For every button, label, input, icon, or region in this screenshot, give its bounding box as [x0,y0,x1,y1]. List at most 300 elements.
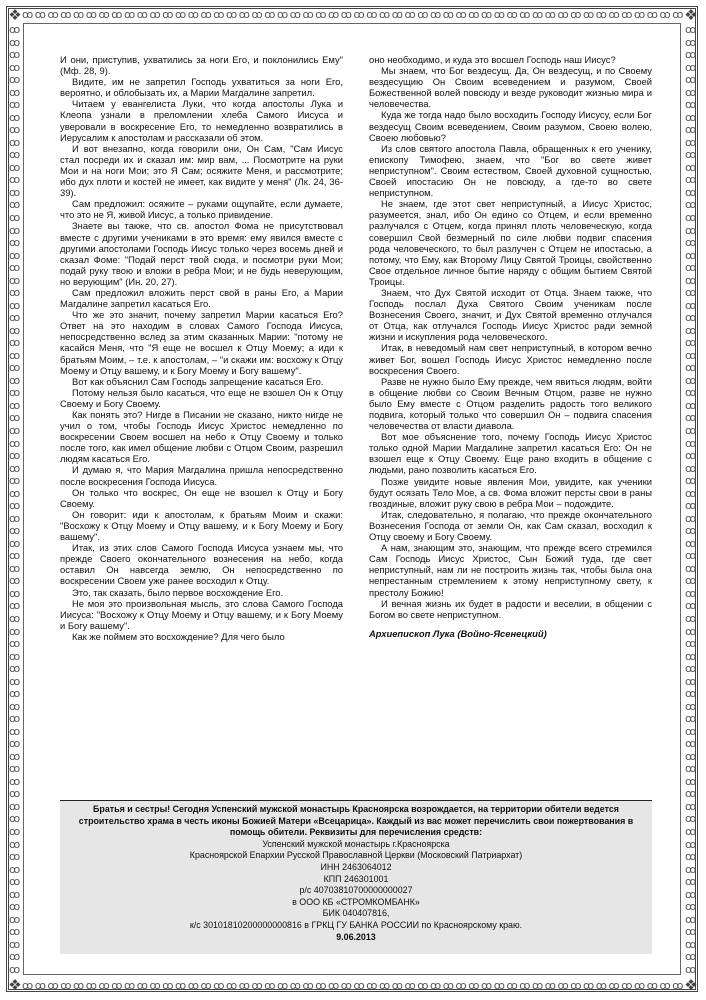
border-ornament-glyph: ꝏ [685,123,697,137]
border-ornament-glyph: ꝏ [685,699,697,713]
border-ornament-glyph: ꝏ [685,900,697,914]
border-ornament-glyph: ꝏ [532,980,544,992]
ornament-left [9,24,21,976]
border-ornament-glyph: ꝏ [685,323,697,337]
border-ornament-glyph: ꝏ [685,674,697,688]
border-ornament-glyph: ꝏ [73,9,85,21]
border-ornament-glyph: ꝏ [264,980,276,992]
border-ornament-glyph: ꝏ [646,9,658,21]
border-ornament-glyph: ꝏ [685,148,697,162]
border-ornament-glyph: ꝏ [455,980,467,992]
border-ornament-glyph: ꝏ [9,862,21,876]
border-ornament-glyph: ꝏ [685,311,697,325]
border-ornament-glyph: ꝏ [9,737,21,751]
border-ornament-glyph: ꝏ [685,837,697,851]
paragraph: И вечная жизнь их будет в радости и веселии, в общении с Богом во свете неприступном. [369,597,652,620]
border-ornament-glyph: ꝏ [672,9,684,21]
border-ornament-glyph: ꝏ [685,361,697,375]
border-ornament-glyph: ꝏ [557,980,569,992]
border-ornament-glyph: ꝏ [9,687,21,701]
border-ornament-glyph: ꝏ [685,561,697,575]
border-ornament-glyph: ꝏ [277,980,289,992]
border-ornament-glyph: ꝏ [685,599,697,613]
border-ornament-glyph: ꝏ [9,198,21,212]
border-ornament-glyph: ꝏ [9,699,21,713]
border-ornament-glyph: ꝏ [544,980,556,992]
border-ornament-glyph: ꝏ [685,662,697,676]
border-ornament-glyph: ꝏ [685,611,697,625]
border-ornament-glyph: ꝏ [672,980,684,992]
border-ornament-glyph: ꝏ [685,787,697,801]
border-ornament-glyph: ꝏ [481,9,493,21]
border-ornament-glyph: ꝏ [621,980,633,992]
border-ornament-glyph: ꝏ [9,398,21,412]
border-ornament-glyph: ꝏ [621,9,633,21]
border-ornament-glyph: ꝏ [34,980,46,992]
border-ornament-glyph: ꝏ [315,980,327,992]
border-ornament-glyph: ꝏ [659,9,671,21]
border-ornament-glyph: ꝏ [238,980,250,992]
border-ornament-glyph: ꝏ [685,774,697,788]
border-ornament-glyph: ꝏ [391,9,403,21]
border-ornament-glyph: ꝏ [685,812,697,826]
border-ornament-glyph: ꝏ [468,9,480,21]
border-ornament-glyph: ꝏ [9,536,21,550]
paragraph: Позже увидите новые явления Мои, увидите, как ученики будут осязать Тело Мое, а св. Фома вложит персты свои в раны гвоздиные, вложит руку свою в ребра Мои – подождите. [369,475,652,509]
border-ornament-glyph: ꝏ [468,980,480,992]
border-ornament-glyph: ꝏ [328,9,340,21]
border-ornament-glyph: ꝏ [136,980,148,992]
border-ornament-glyph: ꝏ [685,586,697,600]
border-ornament-glyph: ꝏ [289,980,301,992]
border-ornament-glyph: ꝏ [685,436,697,450]
border-ornament-glyph: ꝏ [277,9,289,21]
border-ornament-glyph: ꝏ [583,980,595,992]
border-ornament-glyph: ꝏ [685,398,697,412]
paragraph: Вот мое объяснение того, почему Господь Иисус Христос только одной Марии Магдалине запретил касаться Его: Он не взошел еще к Отцу Своему. Еще рано входить в общение с людьми, рано позволить касаться Его. [369,431,652,476]
requisites-line: к/с 30101810200000000816 в ГРКЦ ГУ БАНКА РОССИИ по Красноярскому краю. [189,919,523,930]
border-ornament-glyph: ꝏ [685,712,697,726]
ornament-right [685,24,697,976]
border-ornament-glyph: ꝏ [9,850,21,864]
paragraph: Мы знаем, что Бог вездесущ. Да, Он вездесущ, и по Своему вездесущию Он Своим всеведением и разумом, Своей Божественной волей повсюду и везде руководит жизнью мира и человечества. [369,65,652,110]
border-ornament-glyph: ꝏ [685,135,697,149]
border-ornament-glyph: ꝏ [685,48,697,62]
border-ornament-glyph: ꝏ [685,286,697,300]
border-ornament-glyph: ꝏ [9,424,21,437]
border-ornament-glyph: ꝏ [9,925,21,939]
border-ornament-glyph: ꝏ [685,962,697,976]
border-ornament-glyph: ꝏ [226,980,238,992]
border-ornament-glyph: ꝏ [226,9,238,21]
border-ornament-glyph: ꝏ [98,980,110,992]
border-ornament-glyph: ꝏ [9,60,21,74]
border-ornament-glyph: ꝏ [353,9,365,21]
border-ornament-glyph: ꝏ [73,980,85,992]
border-ornament-glyph: ꝏ [149,9,161,21]
border-ornament-glyph: ꝏ [200,9,212,21]
paragraph: Итак, в неведомый нам свет неприступный, в котором вечно живет Бог, вошел Господь Иисус Христос немедленно после воскресения Своего. [369,342,652,376]
border-ornament-glyph: ꝏ [9,160,21,174]
requisites-line: ИНН 2463064012 [320,861,392,872]
border-ornament-glyph: ꝏ [9,649,21,663]
border-ornament-glyph: ꝏ [685,60,697,74]
border-ornament-glyph: ꝏ [111,980,123,992]
border-ornament-glyph: ꝏ [340,9,352,21]
border-ornament-glyph: ꝏ [685,511,697,525]
border-ornament-glyph: ꝏ [685,862,697,876]
paragraph: Читаем у евангелиста Луки, что когда апостолы Лука и Клеопа узнали в преломлении хлеба Самого Иисуса и уверовали в воскресение Его, то немедленно возвратились в Иерусалим к апостолам и рассказали об этом. [60,98,343,143]
border-ornament-glyph: ꝏ [124,9,136,21]
border-ornament-glyph: ꝏ [328,980,340,992]
border-ornament-glyph: ꝏ [9,361,21,375]
paragraph: И думаю я, что Мария Магдалина пришла непосредственно после воскресения Господа Иисуса. [60,464,343,487]
border-ornament-glyph: ꝏ [9,749,21,763]
appeal-date: 9.06.2013 [336,931,376,942]
border-ornament-glyph: ꝏ [9,236,21,250]
border-ornament-glyph: ꝏ [9,486,21,500]
requisites-line: в ООО КБ «СТРОМКОМБАНК» [292,896,420,907]
border-ornament-glyph: ꝏ [442,9,454,21]
border-ornament-glyph: ꝏ [685,261,697,275]
paragraph: оно необходимо, и куда это восшел Господь наш Иисус? [369,54,616,65]
border-ornament-glyph: ꝏ [85,9,97,21]
border-ornament-glyph: ꝏ [124,980,136,992]
border-ornament-glyph: ꝏ [264,9,276,21]
border-ornament-glyph: ꝏ [60,980,72,992]
border-ornament-glyph: ꝏ [685,411,697,425]
paragraph: Потому нельзя было касаться, что еще не взошел Он к Отцу Своему и Богу Своему. [60,386,343,409]
border-ornament-glyph: ꝏ [9,900,21,914]
border-ornament-glyph: ꝏ [519,9,531,21]
border-ornament-glyph: ꝏ [455,9,467,21]
paragraph: Разве не нужно было Ему прежде, чем явиться людям, войти в общение любви со Своим Вечным Отцом, разве не нужно было Ему вместе с Отцом разделить радость того великого подвига, который только что совершил Он – подвига спасения человечества от власти диавола. [369,375,652,432]
border-ornament-glyph: ꝏ [9,937,21,951]
border-ornament-glyph: ꝏ [9,950,21,964]
border-ornament-glyph: ꝏ [608,9,620,21]
border-ornament-glyph: ꝏ [9,436,21,450]
border-ornament-glyph: ꝏ [9,110,21,124]
border-ornament-glyph: ꝏ [47,980,59,992]
border-ornament-glyph: ꝏ [187,980,199,992]
border-ornament-glyph: ꝏ [9,48,21,62]
border-ornament-glyph: ꝏ [685,85,697,99]
border-ornament-glyph: ꝏ [9,348,21,362]
corner-ornament-top-left: ❖ [8,6,22,24]
border-ornament-glyph: ꝏ [136,9,148,21]
border-ornament-glyph: ꝏ [9,799,21,813]
border-ornament-glyph: ꝏ [9,185,21,199]
border-ornament-glyph: ꝏ [9,962,21,976]
border-ornament-glyph: ꝏ [595,9,607,21]
border-ornament-glyph: ꝏ [200,980,212,992]
border-ornament-glyph: ꝏ [9,85,21,99]
border-ornament-glyph: ꝏ [340,980,352,992]
border-ornament-glyph: ꝏ [22,980,34,992]
paragraph: Что же это значит, почему запретил Марии касаться Его? Ответ на это находим в словах Самого Господа Иисуса, непосредственно вслед за этим сказанных Марии: "потому не касайся Меня, что "Я еще не восшел к Отцу Моему; а иди к братьям Моим, – т.е. к апостолам, – "и скажи им: восхожу к Отцу Моему и Отцу вашему, и к Богу Моему и Богу вашему". [60,309,343,376]
paragraph: Как же поймем это восхождение? Для чего было [72,630,285,642]
border-ornament-glyph: ꝏ [685,173,697,187]
border-ornament-glyph: ꝏ [685,273,697,287]
border-ornament-glyph: ꝏ [685,937,697,951]
border-ornament-glyph: ꝏ [175,9,187,21]
border-ornament-glyph: ꝏ [9,912,21,926]
border-ornament-glyph: ꝏ [685,373,697,387]
border-ornament-glyph: ꝏ [557,9,569,21]
border-ornament-glyph: ꝏ [685,524,697,538]
border-ornament-glyph: ꝏ [9,586,21,600]
border-ornament-glyph: ꝏ [9,574,21,588]
border-ornament-glyph: ꝏ [685,160,697,174]
border-ornament-glyph: ꝏ [417,9,429,21]
border-ornament-glyph: ꝏ [9,73,21,87]
border-ornament-glyph: ꝏ [9,812,21,826]
border-ornament-glyph: ꝏ [9,35,21,49]
border-ornament-glyph: ꝏ [379,980,391,992]
border-ornament-glyph: ꝏ [175,980,187,992]
border-ornament-glyph: ꝏ [430,980,442,992]
border-ornament-glyph: ꝏ [9,662,21,676]
border-ornament-glyph: ꝏ [685,825,697,838]
border-ornament-glyph: ꝏ [685,386,697,400]
border-ornament-glyph: ꝏ [9,24,21,36]
border-ornament-glyph: ꝏ [685,549,697,563]
paragraph: И они, приступив, ухватились за ноги Его, и поклонились Ему" (Мф. 28, 9). [60,54,343,77]
corner-ornament-bottom-right: ❖ [684,976,698,994]
paragraph: Итак, следовательно, я полагаю, что прежде окончательного Вознесения Господа от земли Он, как Сам сказал, восходил к Отцу своему и Богу Своему. [369,508,652,543]
border-ornament-glyph: ꝏ [685,474,697,488]
border-ornament-glyph: ꝏ [315,9,327,21]
paragraph: Вот как объяснил Сам Господь запрещение касаться Его. [72,375,324,387]
border-ornament-glyph: ꝏ [9,837,21,851]
border-ornament-glyph: ꝏ [685,887,697,901]
border-ornament-glyph: ꝏ [9,724,21,738]
author-signature: Архиепископ Лука (Войно-Ясенецкий) [369,627,547,639]
border-ornament-glyph: ꝏ [685,298,697,312]
border-ornament-glyph: ꝏ [9,411,21,425]
border-ornament-glyph: ꝏ [685,749,697,763]
border-ornament-glyph: ꝏ [9,787,21,801]
border-ornament-glyph: ꝏ [9,311,21,325]
border-ornament-glyph: ꝏ [583,9,595,21]
border-ornament-glyph: ꝏ [685,724,697,738]
border-ornament-glyph: ꝏ [85,980,97,992]
border-ornament-glyph: ꝏ [685,98,697,112]
border-ornament-glyph: ꝏ [685,950,697,964]
border-ornament-glyph: ꝏ [685,236,697,250]
border-ornament-glyph: ꝏ [506,9,518,21]
paragraph: Сам предложил вложить перст свой в раны Его, а Марии Магдалине запретил касаться Его. [60,286,343,310]
border-ornament-glyph: ꝏ [493,9,505,21]
ornament-bottom [22,980,684,992]
border-ornament-glyph: ꝏ [34,9,46,21]
border-ornament-glyph: ꝏ [111,9,123,21]
border-ornament-glyph: ꝏ [9,336,21,350]
border-ornament-glyph: ꝏ [379,9,391,21]
border-ornament-glyph: ꝏ [659,980,671,992]
border-ornament-glyph: ꝏ [519,980,531,992]
border-ornament-glyph: ꝏ [9,449,21,463]
border-ornament-glyph: ꝏ [391,980,403,992]
border-ornament-glyph: ꝏ [417,980,429,992]
border-ornament-glyph: ꝏ [685,348,697,362]
border-ornament-glyph: ꝏ [22,9,34,21]
border-ornament-glyph: ꝏ [570,9,582,21]
border-ornament-glyph: ꝏ [685,198,697,212]
border-ornament-glyph: ꝏ [404,980,416,992]
border-ornament-glyph: ꝏ [47,9,59,21]
border-ornament-glyph: ꝏ [302,980,314,992]
paragraph: Видите, им не запретил Господь ухватиться за ноги Его, вероятно, и облобызать их, а Марии Магдалине запретил. [60,76,343,99]
border-ornament-glyph: ꝏ [353,980,365,992]
border-ornament-glyph: ꝏ [9,549,21,563]
border-ornament-glyph: ꝏ [685,799,697,813]
border-ornament-glyph: ꝏ [9,261,21,275]
paragraph: Знаем, что Дух Святой исходит от Отца. Знаем также, что Господь послал Духа Святого Своим ученикам после Вознесения Своего, значит, и Дух Святой временно отлучался от Отца, как отлучался Господь Иисус Христос ради земной жизни и искупления рода человеческого. [369,286,652,343]
border-ornament-glyph: ꝏ [9,561,21,575]
border-ornament-glyph: ꝏ [646,980,658,992]
border-ornament-glyph: ꝏ [685,73,697,87]
paragraph: Из слов святого апостола Павла, обращенных к его ученику, епископу Тимофею, знаем, что "Бог во свете живет неприступном". Своим естеством, Своей духовной сущностью, Своей ипостасию Он не повсюду, а где-то во свете неприступном. [369,142,652,199]
border-ornament-glyph: ꝏ [634,980,646,992]
border-ornament-glyph: ꝏ [251,9,263,21]
border-ornament-glyph: ꝏ [9,286,21,300]
paragraph: Сам предложил: осяжите – руками ощупайте, если думаете, что это не Я, живой Иисус, а только привидение. [60,198,343,221]
article-columns [60,54,652,798]
border-ornament-glyph: ꝏ [149,980,161,992]
paragraph: И вот внезапно, когда говорили они, Он Сам, "Сам Иисус стал посреди их и сказал им: мир вам, ... Посмотрите на руки Мои и на ноги Мои; это Я Сам; осяжите Меня, и рассмотрите; ибо дух плоти и костей не имеет, как видите у меня" (Лк. 24, 36-39). [60,142,343,199]
border-ornament-glyph: ꝏ [366,980,378,992]
border-ornament-glyph: ꝏ [685,687,697,701]
border-ornament-glyph: ꝏ [9,461,21,475]
paragraph: Он только что воскрес, Он еще не взошел к Отцу и Богу Своему. [60,486,343,509]
requisites-line: р/с 40703810700000000027 [299,885,413,896]
paragraph: Знаете вы также, что св. апостол Фома не присутствовал вместе с другими учениками в это время: ему явился вместе с другими апостолами Господь Иисус только через восемь дней и сказал Фоме: "Подай перст твой сюда, и посмотри руки Мои; подай руку твою и вложи в ребра Мои; и не будь неверующим, но верующим" (Ин. 20, 27). [60,220,343,287]
border-ornament-glyph: ꝏ [9,298,21,312]
requisites-line: Красноярской Епархии Русской Православной Церкви (Московский Патриархат) [189,850,523,861]
paragraph: Он говорит: иди к апостолам, к братьям Моим и скажи: "Восхожу к Отцу Моему и Отцу вашему, и к Богу Моему и Богу вашему". [60,508,343,543]
paragraph: А нам, знающим это, знающим, что прежде всего стремился Сам Господь Иисус Христос, Сын Божий туда, где свет неприступный, нам ли не построить жизнь так, чтобы была она непрестанным стремлением к этому неприступному свету, к престолу Божию! [369,542,652,598]
requisites-line: Успенский мужской монастырь г.Красноярска [262,838,450,849]
border-ornament-glyph: ꝏ [685,624,697,638]
border-ornament-glyph: ꝏ [289,9,301,21]
border-ornament-glyph: ꝏ [9,511,21,525]
border-ornament-glyph: ꝏ [9,123,21,137]
border-ornament-glyph: ꝏ [302,9,314,21]
border-ornament-glyph: ꝏ [162,980,174,992]
border-ornament-glyph: ꝏ [685,449,697,463]
border-ornament-glyph: ꝏ [9,825,21,838]
border-ornament-glyph: ꝏ [481,980,493,992]
border-ornament-glyph: ꝏ [9,524,21,538]
border-ornament-glyph: ꝏ [685,336,697,350]
border-ornament-glyph: ꝏ [685,574,697,588]
border-ornament-glyph: ꝏ [9,674,21,688]
border-ornament-glyph: ꝏ [9,386,21,400]
border-ornament-glyph: ꝏ [595,980,607,992]
border-ornament-glyph: ꝏ [9,875,21,889]
border-ornament-glyph: ꝏ [442,980,454,992]
paragraph: Это, так сказать, было первое восхождение Его. [72,586,284,598]
border-ornament-glyph: ꝏ [685,649,697,663]
paragraph: Итак, из этих слов Самого Господа Иисуса узнаем мы, что прежде Своего окончательного вознесения на небо, когда оставил Он навсегда землю, Он непосредственно по воскресении Своем уже ранее восходил к Отцу. [60,542,343,587]
border-ornament-glyph: ꝏ [685,223,697,237]
border-ornament-glyph: ꝏ [9,624,21,638]
border-ornament-glyph: ꝏ [685,210,697,224]
border-ornament-glyph: ꝏ [251,980,263,992]
border-ornament-glyph: ꝏ [532,9,544,21]
border-ornament-glyph: ꝏ [685,248,697,262]
border-ornament-glyph: ꝏ [9,599,21,613]
border-ornament-glyph: ꝏ [685,110,697,124]
border-ornament-glyph: ꝏ [9,712,21,726]
border-ornament-glyph: ꝏ [9,762,21,776]
border-ornament-glyph: ꝏ [9,223,21,237]
border-ornament-glyph: ꝏ [162,9,174,21]
appeal-text: Братья и сестры! Сегодня Успенский мужской монастырь Красноярска возрождается, на территории обители ведется строительство храма в честь иконы Божией Матери «Всецарица». Каждый из вас может перечислить свои пожертвования в помощь обители. Реквизиты для перечисления средств: [78,804,634,838]
border-ornament-glyph: ꝏ [544,9,556,21]
border-ornament-glyph: ꝏ [430,9,442,21]
border-ornament-glyph: ꝏ [685,850,697,864]
border-ornament-glyph: ꝏ [685,185,697,199]
border-ornament-glyph: ꝏ [685,637,697,651]
border-ornament-glyph: ꝏ [9,474,21,488]
border-ornament-glyph: ꝏ [685,424,697,437]
border-ornament-glyph: ꝏ [9,273,21,287]
border-ornament-glyph: ꝏ [685,536,697,550]
border-ornament-glyph: ꝏ [9,148,21,162]
border-ornament-glyph: ꝏ [187,9,199,21]
border-ornament-glyph: ꝏ [685,875,697,889]
border-ornament-glyph: ꝏ [60,9,72,21]
border-ornament-glyph: ꝏ [9,135,21,149]
border-ornament-glyph: ꝏ [685,499,697,513]
border-ornament-glyph: ꝏ [238,9,250,21]
border-ornament-glyph: ꝏ [685,461,697,475]
border-ornament-glyph: ꝏ [506,980,518,992]
border-ornament-glyph: ꝏ [685,486,697,500]
corner-ornament-top-right: ❖ [684,6,698,24]
border-ornament-glyph: ꝏ [9,248,21,262]
border-ornament-glyph: ꝏ [634,9,646,21]
border-ornament-glyph: ꝏ [9,499,21,513]
donation-appeal [60,800,652,954]
border-ornament-glyph: ꝏ [9,373,21,387]
requisites-line: КПП 246301001 [323,873,389,884]
border-ornament-glyph: ꝏ [685,762,697,776]
border-ornament-glyph: ꝏ [98,9,110,21]
border-ornament-glyph: ꝏ [685,24,697,36]
paragraph: Куда же тогда надо было восходить Господу Иисусу, если Бог вездесущ Своим всеведением, Своим разумом, Своею волею, Своею любовью? [369,109,652,143]
requisites-line: БИК 040407816, [322,908,390,919]
border-ornament-glyph: ꝏ [9,210,21,224]
border-ornament-glyph: ꝏ [9,98,21,112]
border-ornament-glyph: ꝏ [493,980,505,992]
border-ornament-glyph: ꝏ [9,887,21,901]
border-ornament-glyph: ꝏ [213,9,225,21]
border-ornament-glyph: ꝏ [685,925,697,939]
corner-ornament-bottom-left: ❖ [8,976,22,994]
left-column [60,54,343,798]
border-ornament-glyph: ꝏ [366,9,378,21]
border-ornament-glyph: ꝏ [570,980,582,992]
border-ornament-glyph: ꝏ [9,611,21,625]
border-ornament-glyph: ꝏ [9,637,21,651]
paragraph: Как понять это? Нигде в Писании не сказано, никто нигде не учил о том, чтобы Господь Иисус Христос немедленно по воскресении Своем восшел на небо к Отцу Своему и только после того, как имел общение любви с Отцом Своим, разрешил людям касаться Его. [60,409,343,465]
border-ornament-glyph: ꝏ [9,173,21,187]
border-ornament-glyph: ꝏ [404,9,416,21]
border-ornament-glyph: ꝏ [9,323,21,337]
